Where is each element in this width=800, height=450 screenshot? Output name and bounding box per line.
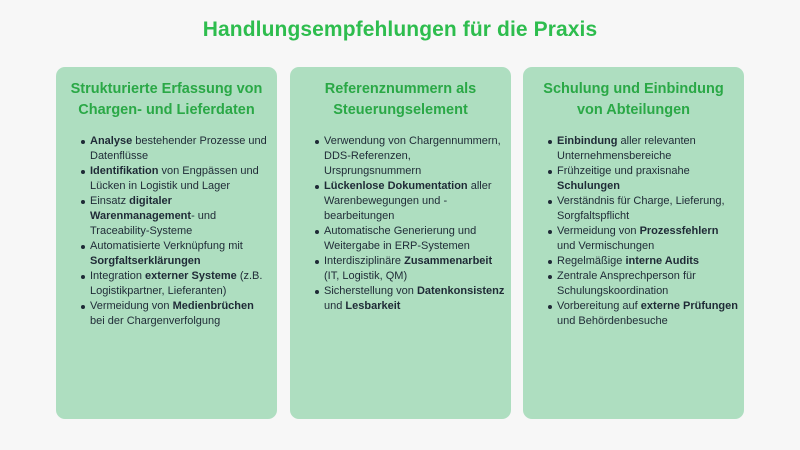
- card-title: Strukturierte Erfassung von Chargen- und Lieferdaten: [70, 81, 263, 118]
- card-title: Schulung und Einbindung von Abteilungen: [543, 81, 724, 118]
- card-title: Referenznummern als Steuerungselement: [324, 81, 477, 118]
- bold-text: Einbindung: [557, 135, 618, 147]
- text: Vermeidung von: [90, 300, 173, 312]
- list-item: [557, 269, 738, 299]
- bold-text: digitaler Warenmanagement: [90, 195, 192, 222]
- text: Verständnis für Charge, Lieferung, Sorgfaltspflicht: [557, 195, 725, 222]
- bold-text: Medienbrüchen: [172, 300, 254, 312]
- list-item: [90, 239, 271, 269]
- list-item: [324, 224, 505, 254]
- text: Automatische Generierung und Weitergabe in ERP-Systemen: [324, 225, 477, 252]
- card-referenznummern: [290, 67, 511, 419]
- bullet-list: [56, 134, 277, 329]
- list-item: [90, 269, 271, 299]
- text: Automatisierte Verknüpfung mit: [90, 240, 243, 252]
- text: - und Traceability-Systeme: [90, 210, 217, 237]
- list-item: [90, 299, 271, 329]
- text: Regelmäßige: [557, 255, 626, 267]
- text: aller relevanten Unternehmensbereiche: [557, 135, 696, 162]
- list-item: [90, 194, 271, 239]
- text: Integration: [90, 270, 146, 282]
- text: Verwendung von Chargennummern, DDS-Referenzen, Ursprungsnummern: [324, 135, 501, 177]
- text: bestehender Prozesse und Datenflüsse: [90, 135, 267, 162]
- bold-text: externer Systeme: [145, 270, 237, 282]
- text: (IT, Logistik, QM): [324, 270, 408, 282]
- text: Frühzeitige und praxisnahe: [557, 165, 690, 177]
- list-item: [324, 134, 505, 179]
- list-item: [557, 299, 738, 329]
- text: von Engpässen und Lücken in Logistik und Lager: [90, 165, 259, 192]
- list-item: [324, 179, 505, 224]
- list-item: [557, 164, 738, 194]
- bold-text: Lesbarkeit: [345, 300, 401, 312]
- text: Vermeidung von: [557, 225, 640, 237]
- text: (z.B. Logistikpartner, Lieferanten): [90, 270, 263, 297]
- list-item: [90, 164, 271, 194]
- bold-text: externe Prüfungen: [640, 300, 738, 312]
- text: und Behördenbesuche: [557, 315, 668, 327]
- text: Interdisziplinäre: [324, 255, 405, 267]
- card-schulung: [523, 67, 744, 419]
- bullet-list: [523, 134, 744, 329]
- bold-text: Datenkonsistenz: [416, 285, 505, 297]
- list-item: [557, 254, 738, 269]
- text: Vorbereitung auf: [557, 300, 641, 312]
- text: und Vermischungen: [557, 240, 655, 252]
- list-item: [90, 134, 271, 164]
- page-title: Handlungsempfehlungen für die Praxis: [202, 18, 598, 41]
- bold-text: Lückenlose Dokumentation: [324, 180, 468, 192]
- bullet-list: [290, 134, 511, 314]
- text: und: [324, 300, 346, 312]
- list-item: [557, 194, 738, 224]
- bold-text: Schulungen: [557, 180, 620, 192]
- text: bei der Chargenverfolgung: [90, 315, 221, 327]
- bold-text: Prozessfehlern: [639, 225, 719, 237]
- text: Sicherstellung von: [324, 285, 417, 297]
- bold-text: Identifikation: [90, 165, 159, 177]
- bold-text: interne Audits: [625, 255, 700, 267]
- list-item: [557, 224, 738, 254]
- list-item: [557, 134, 738, 164]
- text: Einsatz: [90, 195, 130, 207]
- text: Zentrale Ansprechperson für Schulungskoordination: [557, 270, 696, 297]
- bold-text: Zusammenarbeit: [404, 255, 493, 267]
- bold-text: Analyse: [90, 135, 133, 147]
- text: aller Warenbewegungen und -bearbeitungen: [324, 180, 492, 222]
- list-item: [324, 284, 505, 314]
- bold-text: Sorgfaltserklärungen: [90, 255, 201, 267]
- card-erfassung: [56, 67, 277, 419]
- list-item: [324, 254, 505, 284]
